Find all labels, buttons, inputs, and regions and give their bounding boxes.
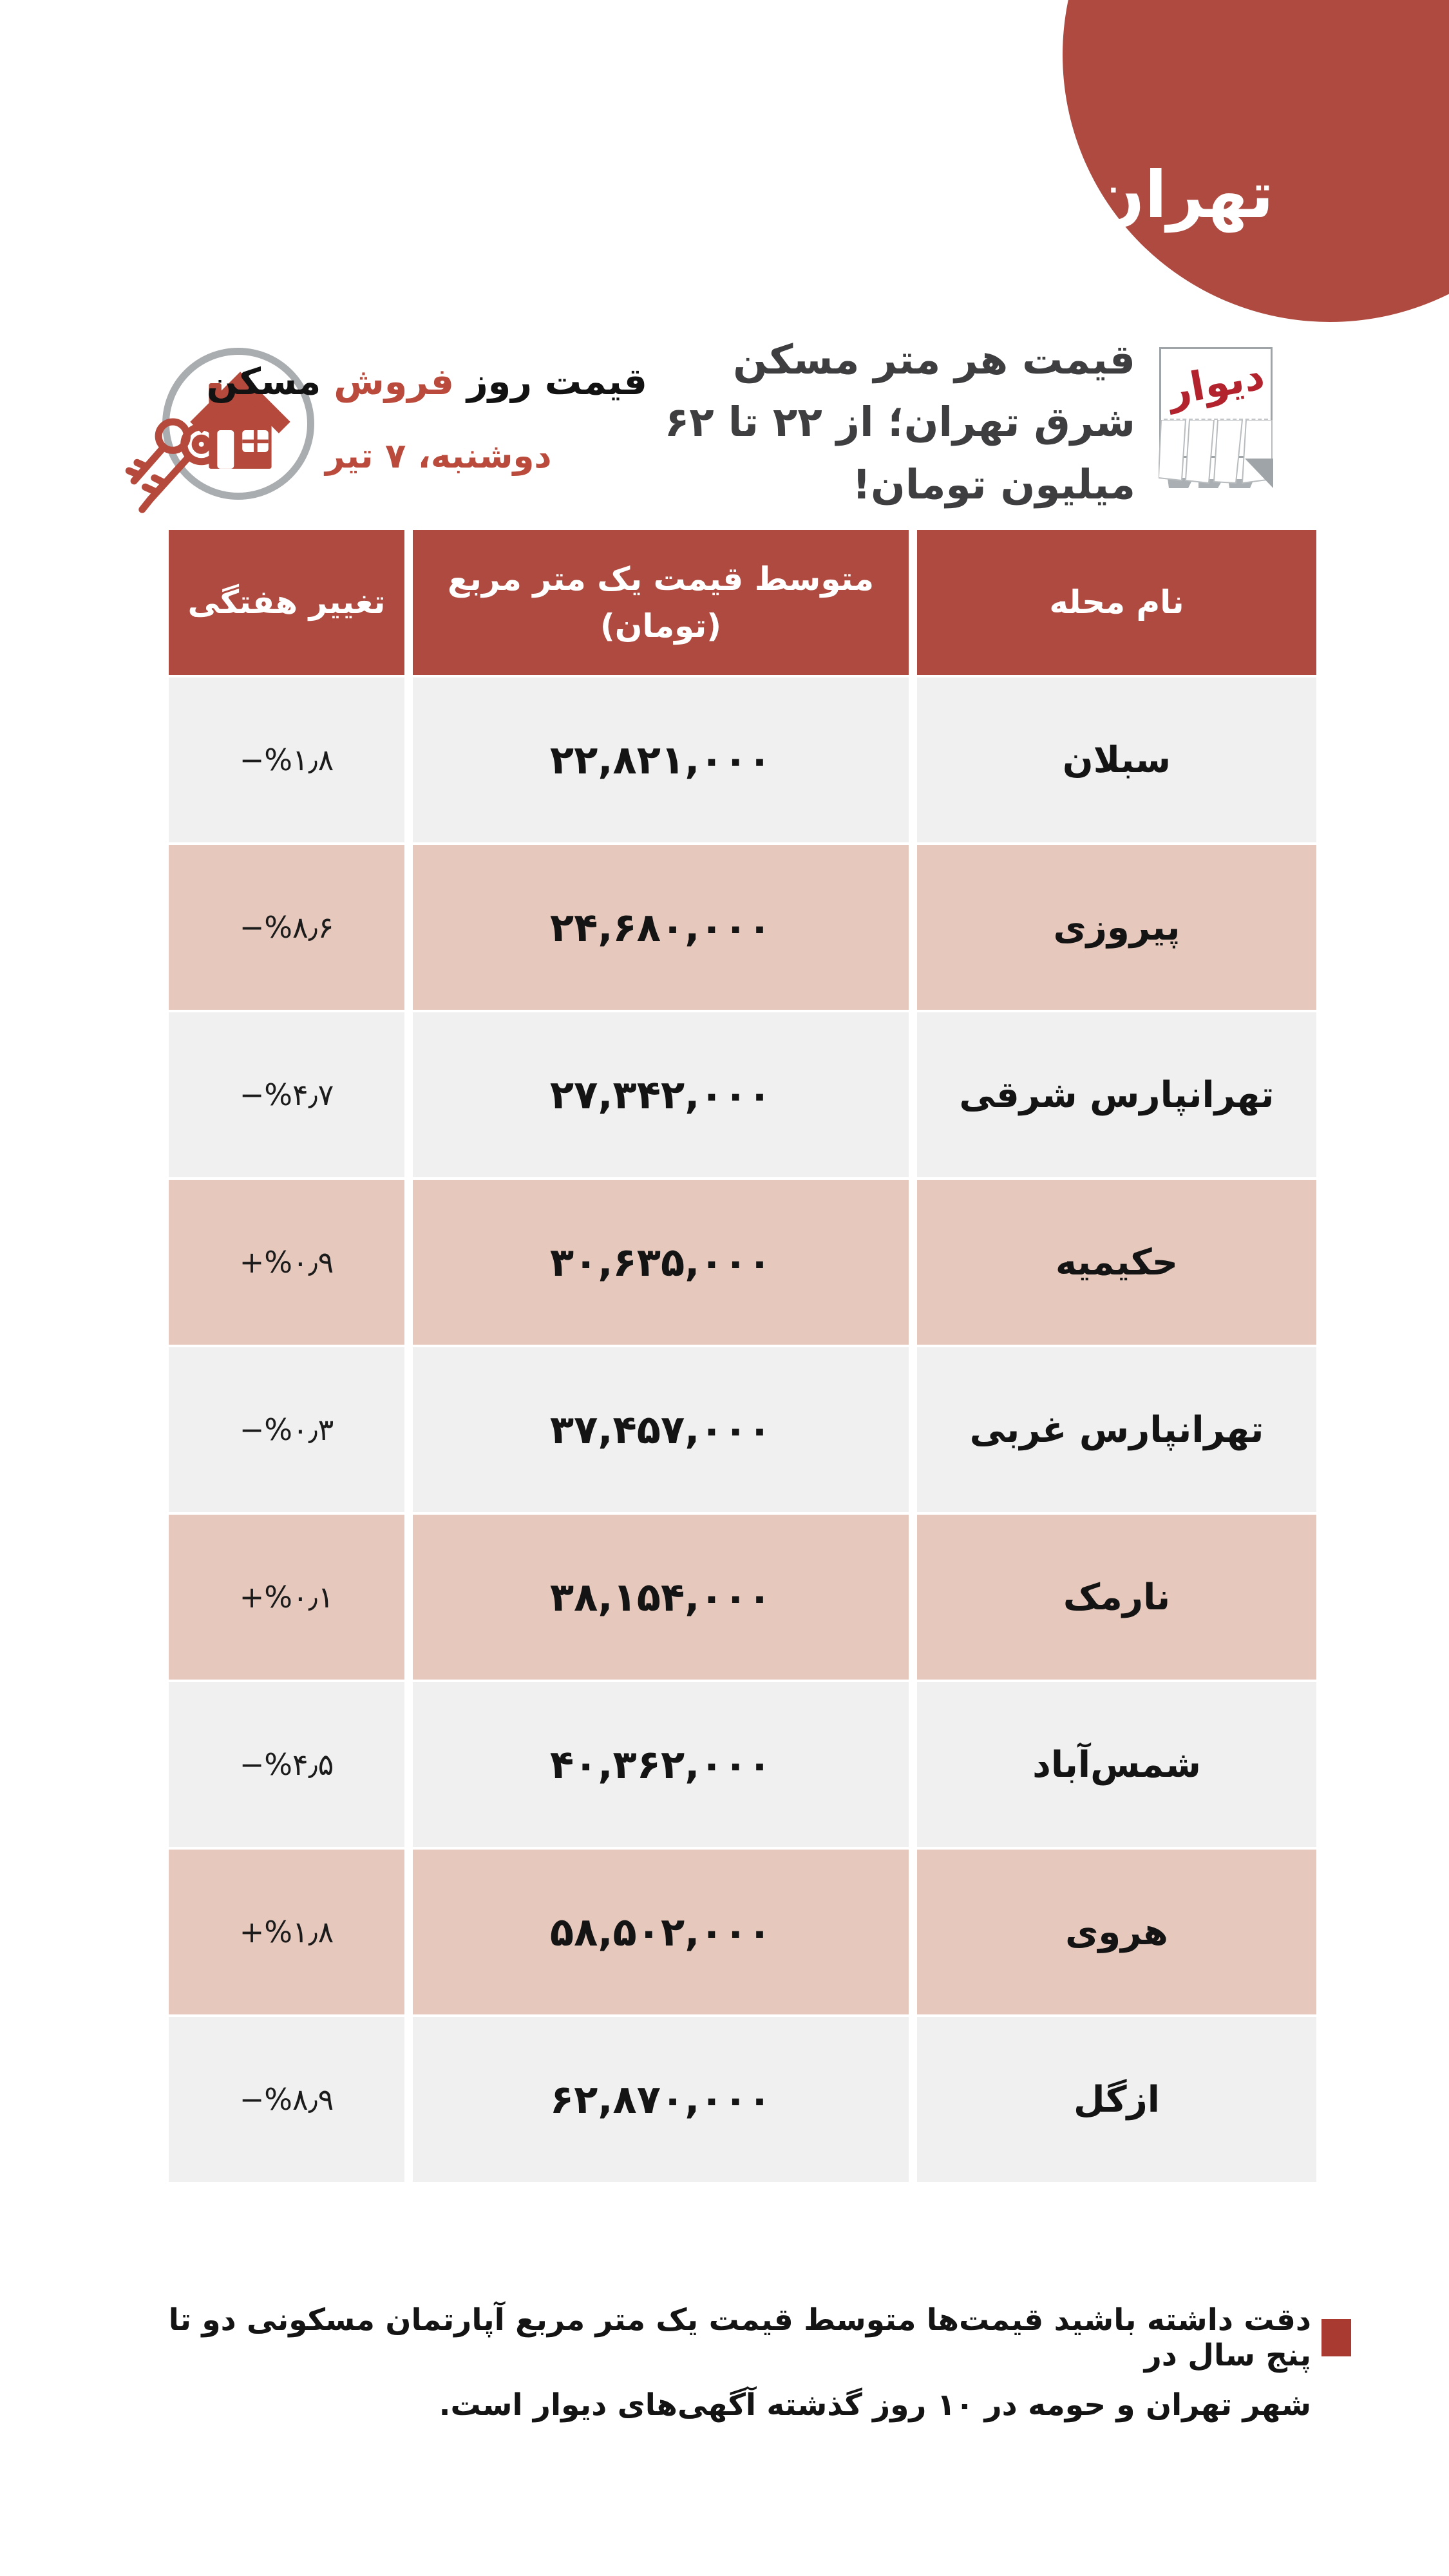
table-row-price: ۳۷,۴۵۷,۰۰۰ [413,1347,909,1512]
table-row-change: −%۱٫۸ [169,677,404,842]
table-row-change: −%۸٫۹ [169,2017,404,2182]
table-row-change: −%۴٫۷ [169,1012,404,1177]
footnote-line1: دقت داشته باشید قیمت‌ها متوسط قیمت یک متر مربع آپارتمان مسکونی دو تا پنج سال در [168,2302,1311,2373]
table-row-name: ازگل [917,2017,1316,2182]
table-row-change: +%۰٫۱ [169,1515,404,1680]
price-table [169,530,1316,2182]
red-square-bullet-icon [1321,2319,1351,2356]
table-row-price: ۳۰,۶۳۵,۰۰۰ [413,1180,909,1345]
badge-subtitle-prefix: قیمت روز [466,361,647,403]
column-header-name: نام محله [917,530,1316,675]
table-row-price: ۲۴,۶۸۰,۰۰۰ [413,845,909,1010]
table-row-price: ۲۷,۳۴۲,۰۰۰ [413,1012,909,1177]
table-row-name: هروی [917,1850,1316,2014]
footnote [153,2304,1351,2438]
page-title-line2: شرق تهران؛ از ۲۲ تا ۶۲ [664,399,1135,446]
table-row-name: تهرانپارس غربی [917,1347,1316,1512]
footnote-line2-wrap [153,2371,1351,2438]
table-row-name: حکیمیه [917,1180,1316,1345]
table-row-name: تهرانپارس شرقی [917,1012,1316,1177]
footnote-line2: شهر تهران و حومه در ۱۰ روز گذشته آگهی‌های دیوار است. [439,2387,1311,2423]
badge-subtitle-highlight: فروش [334,361,455,403]
table-row-change: −%۰٫۳ [169,1347,404,1512]
column-header-price: متوسط قیمت یک متر مربع (تومان) [413,530,909,675]
table-row-price: ۶۲,۸۷۰,۰۰۰ [413,2017,909,2182]
table-row-change: +%۱٫۸ [169,1850,404,2014]
table-row-change: −%۴٫۵ [169,1682,404,1847]
badge-date: دوشنبه، ۷ تیر [325,437,552,476]
table-row-price: ۲۲,۸۲۱,۰۰۰ [413,677,909,842]
table-row-name: سبلان [917,677,1316,842]
badge-subtitle-suffix: مسکن [206,361,321,403]
page-title-line1: قیمت هر متر مسکن [733,336,1135,383]
page-title-line3: میلیون تومان! [852,461,1135,508]
divar-logo-text: دیوار [1164,350,1268,415]
table-row-price: ۵۸,۵۰۲,۰۰۰ [413,1850,909,2014]
city-label: تهران [1090,157,1274,232]
column-header-change: تغییر هفتگی [169,530,404,675]
torn-calendar-icon [1159,420,1276,495]
badge-subtitle [206,361,647,403]
table-row-name: نارمک [917,1515,1316,1680]
table-row-change: −%۸٫۶ [169,845,404,1010]
table-row-name: پیروزی [917,845,1316,1010]
footnote-line1-wrap [153,2304,1351,2371]
divar-logo [1159,347,1273,458]
table-row-name: شمس‌آباد [917,1682,1316,1847]
badge-captions [206,361,647,476]
table-row-price: ۳۸,۱۵۴,۰۰۰ [413,1515,909,1680]
table-row-change: +%۰٫۹ [169,1180,404,1345]
table-row-price: ۴۰,۳۶۲,۰۰۰ [413,1682,909,1847]
